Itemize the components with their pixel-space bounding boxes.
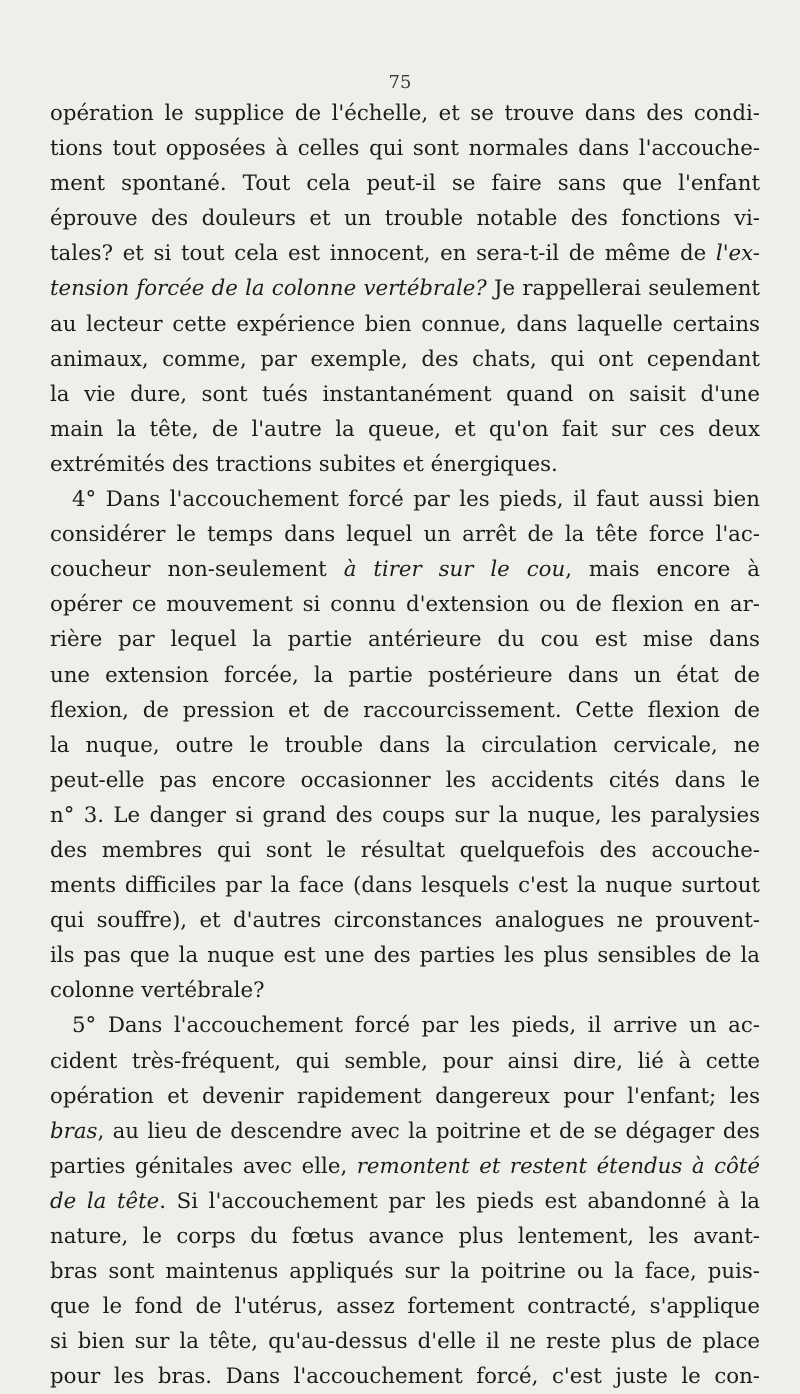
- text-line: [50, 236, 760, 271]
- text-line: [50, 377, 760, 412]
- text-segment: ils pas que la nuque est une des parties les plus sensibles de la: [50, 943, 760, 969]
- text-segment: la nuque, outre le trouble dans la circulation cervicale, ne: [50, 732, 760, 758]
- text-line: [50, 307, 760, 342]
- text-line: [50, 131, 760, 166]
- text-segment: une extension forcée, la partie postérieure dans un état de: [50, 662, 760, 688]
- text-segment: tales? et si tout cela est innocent, en sera-t-il de même de: [50, 241, 716, 267]
- text-line: [50, 342, 760, 377]
- text-segment: éprouve des douleurs et un trouble notable des fonctions vi-: [50, 206, 760, 232]
- text-segment: au lecteur cette expérience bien connue, dans laquelle certains: [50, 311, 760, 337]
- text-segment: extrémités des tractions subites et énergiques.: [50, 451, 558, 477]
- text-segment: nature, le corps du fœtus avance plus lentement, les avant-: [50, 1224, 760, 1249]
- text-line: [50, 1254, 760, 1289]
- text-segment: ment spontané. Tout cela peut-il se faire sans que l'enfant: [50, 171, 760, 197]
- text-segment: . Si l'accouchement par les pieds est abandonné à la: [159, 1188, 760, 1214]
- text-segment: tions tout opposées à celles qui sont normales dans l'accouche-: [50, 136, 760, 162]
- text-line: [50, 658, 760, 693]
- body-text: [50, 96, 760, 1394]
- text-segment: main la tête, de l'autre la queue, et qu'on fait sur ces deux: [50, 416, 760, 442]
- italic-text: de la tête: [50, 1188, 160, 1214]
- text-segment: opérer ce mouvement si connu d'extension ou de flexion en ar-: [50, 592, 760, 618]
- text-line: [50, 938, 760, 973]
- text-line: [50, 1219, 760, 1254]
- text-line: [50, 763, 760, 798]
- text-segment: n° 3. Le danger si grand des coups sur la nuque, les paralysies: [50, 802, 760, 828]
- text-segment: des membres qui sont le résultat quelquefois des accouche-: [50, 837, 760, 863]
- text-segment: opération le supplice de l'échelle, et se trouve dans des condi-: [50, 101, 760, 126]
- text-line: [50, 622, 760, 657]
- text-segment: flexion, de pression et de raccourcissement. Cette flexion de: [50, 697, 760, 723]
- text-segment: bras sont maintenus appliqués sur la poitrine ou la face, puis-: [50, 1259, 760, 1285]
- text-segment: animaux, comme, par exemple, des chats, qui ont cependant: [50, 346, 760, 372]
- text-segment: ments difficiles par la face (dans lesquels c'est la nuque surtout: [50, 873, 760, 899]
- text-line: [50, 868, 760, 903]
- italic-text: remontent et restent étendus à côté: [356, 1153, 760, 1179]
- text-line: [50, 271, 760, 306]
- text-segment: , au lieu de descendre avec la poitrine et de se dégager des: [97, 1118, 760, 1144]
- text-segment: 4° Dans l'accouchement forcé par les pieds, il faut aussi bien: [72, 487, 760, 513]
- text-line: [50, 798, 760, 833]
- text-segment: coucheur non-seulement: [50, 557, 344, 583]
- text-line: [50, 903, 760, 938]
- text-segment: , mais encore à: [565, 557, 760, 583]
- text-line: [50, 447, 760, 482]
- text-segment: considérer le temps dans lequel un arrêt de la tête force l'ac-: [50, 522, 760, 548]
- text-line: [50, 517, 760, 552]
- text-line: [50, 1114, 760, 1149]
- italic-text: l'ex-: [715, 241, 760, 267]
- text-segment: qui souffre), et d'autres circonstances analogues ne prouvent-: [50, 908, 760, 934]
- text-line: [50, 1289, 760, 1324]
- text-line: [50, 1359, 760, 1394]
- text-segment: peut-elle pas encore occasionner les accidents cités dans le: [50, 767, 760, 793]
- text-segment: cident très-fréquent, qui semble, pour ainsi dire, lié à cette: [50, 1048, 760, 1074]
- text-segment: rière par lequel la partie antérieure du cou est mise dans: [50, 627, 760, 653]
- italic-text: tension forcée de la colonne vertébrale?: [50, 276, 487, 302]
- text-segment: opération et devenir rapidement dangereux pour l'enfant; les: [50, 1083, 760, 1109]
- text-segment: parties génitales avec elle,: [50, 1153, 357, 1179]
- text-line: [50, 201, 760, 236]
- text-segment: pour les bras. Dans l'accouchement forcé, c'est juste le con-: [50, 1364, 760, 1390]
- text-line: [50, 482, 760, 517]
- text-line: [50, 1008, 760, 1043]
- italic-text: à tirer sur le cou: [343, 557, 566, 583]
- text-line: [50, 412, 760, 447]
- text-segment: 5° Dans l'accouchement forcé par les pieds, il arrive un ac-: [72, 1013, 760, 1039]
- text-line: [50, 1184, 760, 1219]
- page-number: 75: [388, 72, 412, 93]
- text-line: [50, 1079, 760, 1114]
- text-line: [50, 1324, 760, 1359]
- text-segment: si bien sur la tête, qu'au-dessus d'elle il ne reste plus de place: [50, 1329, 760, 1355]
- text-line: [50, 973, 760, 1008]
- text-line: [50, 166, 760, 201]
- text-line: [50, 552, 760, 587]
- text-line: [50, 1044, 760, 1079]
- text-segment: Je rappellerai seulement: [486, 276, 760, 302]
- text-segment: colonne vertébrale?: [50, 978, 265, 1004]
- text-line: [50, 1149, 760, 1184]
- text-segment: la vie dure, sont tués instantanément quand on saisit d'une: [50, 381, 760, 407]
- text-line: [50, 96, 760, 131]
- text-line: [50, 728, 760, 763]
- italic-text: bras: [50, 1118, 98, 1144]
- text-line: [50, 833, 760, 868]
- text-line: [50, 587, 760, 622]
- text-line: [50, 693, 760, 728]
- text-segment: que le fond de l'utérus, assez fortement contracté, s'applique: [50, 1294, 760, 1320]
